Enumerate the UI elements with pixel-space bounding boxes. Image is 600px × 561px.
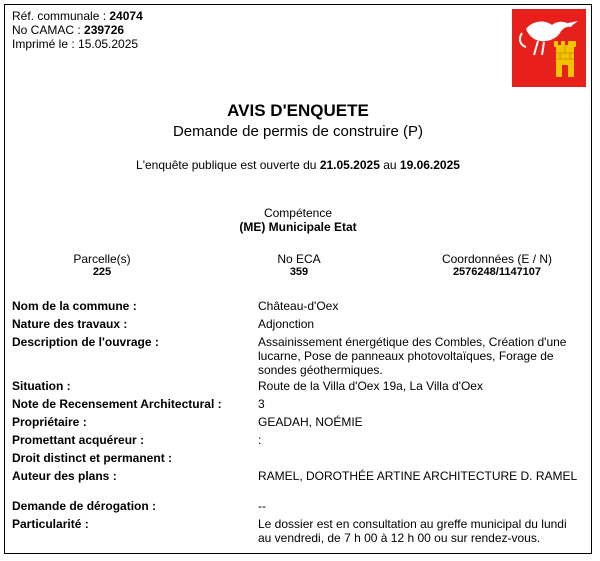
parcel-column xyxy=(12,253,192,279)
field-value: 3 xyxy=(258,397,265,411)
field-value: Assainissement énergétique des Combles, Création d'une lucarne, Pose de panneaux photovoltaïques, Forage de sondes géothermiques. xyxy=(258,335,567,377)
reference-block xyxy=(12,9,143,51)
parcel-value: 225 xyxy=(92,266,112,278)
field-value: RAMEL, DOROTHÉE ARTINE ARCHITECTURE D. RAMEL xyxy=(258,469,578,483)
eca-column xyxy=(209,253,389,279)
ref-label: Réf. communale : xyxy=(12,9,110,23)
notice-subtitle: Demande de permis de construire (P) xyxy=(172,123,424,140)
field-value: GEADAH, NOÉMIE xyxy=(258,415,363,429)
field-value: -- xyxy=(258,499,266,513)
start-date: 21.05.2025 xyxy=(319,158,380,172)
competence-label: Compétence xyxy=(263,206,333,220)
field-label: Situation : xyxy=(12,379,71,393)
coordinates-value: 2576248/1147107 xyxy=(452,266,542,278)
field-label: Droit distinct et permanent : xyxy=(12,451,173,465)
field-value: Adjonction xyxy=(258,317,315,331)
field-label: Demande de dérogation : xyxy=(12,499,157,513)
printed-value: 15.05.2025 xyxy=(78,37,139,51)
field-value: Château-d'Oex xyxy=(258,299,339,313)
coat-of-arms-icon xyxy=(512,9,586,87)
field-value: : xyxy=(258,433,262,447)
eca-label: No ECA xyxy=(277,252,321,266)
printed-label: Imprimé le : xyxy=(12,37,79,51)
coordinates-label: Coordonnées (E / N) xyxy=(441,252,553,266)
notice-document xyxy=(4,4,592,554)
competence-value: (ME) Municipale Etat xyxy=(239,220,357,234)
end-date: 19.06.2025 xyxy=(399,158,460,172)
field-label: Auteur des plans : xyxy=(12,469,117,483)
inquiry-dates xyxy=(5,158,591,172)
field-label: Propriétaire : xyxy=(12,415,87,429)
field-label: Nature des travaux : xyxy=(12,317,128,331)
parcel-label: Parcelle(s) xyxy=(73,252,131,266)
notice-title: AVIS D'ENQUETE xyxy=(227,101,369,120)
field-label: Description de l'ouvrage : xyxy=(12,335,159,349)
field-label: Particularité : xyxy=(12,517,89,531)
field-label: Promettant acquéreur : xyxy=(12,433,145,447)
eca-value: 359 xyxy=(289,266,309,278)
dates-middle: au xyxy=(379,158,400,172)
field-value: Route de la Villa d'Oex 19a, La Villa d'Oex xyxy=(258,379,483,393)
dates-prefix: L'enquête publique est ouverte du xyxy=(136,158,320,172)
field-label: Note de Recensement Architectural : xyxy=(12,397,222,411)
camac-label: No CAMAC : xyxy=(12,23,85,37)
ref-value: 24074 xyxy=(109,9,143,23)
field-label: Nom de la commune : xyxy=(12,299,137,313)
camac-value: 239726 xyxy=(84,23,125,37)
field-value: Le dossier est en consultation au greffe municipal du lundi au vendredi, de 7 h 00 à 12 h 00 ou sur rendez-vous. xyxy=(258,517,567,545)
coordinates-column xyxy=(407,253,587,279)
